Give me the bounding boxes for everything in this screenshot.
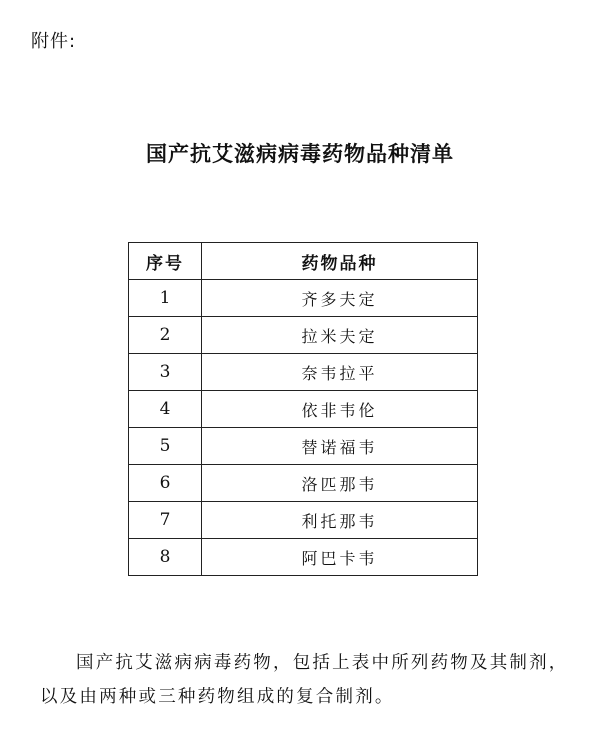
document-title: 国产抗艾滋病病毒药物品种清单 bbox=[146, 142, 454, 166]
table-header-row bbox=[129, 243, 478, 280]
table-row bbox=[129, 280, 478, 317]
header-drug-name: 药物品种 bbox=[202, 243, 478, 280]
table-row bbox=[129, 317, 478, 354]
table-row bbox=[129, 391, 478, 428]
row-drug-name: 奈韦拉平 bbox=[202, 354, 478, 391]
row-drug-name: 洛匹那韦 bbox=[202, 465, 478, 502]
row-index: 8 bbox=[129, 539, 202, 576]
row-drug-name: 阿巴卡韦 bbox=[202, 539, 478, 576]
footnote-paragraph: 国产抗艾滋病病毒药物，包括上表中所列药物及其制剂，以及由两种或三种药物组成的复合制剂。 bbox=[40, 653, 569, 707]
row-drug-name: 拉米夫定 bbox=[202, 317, 478, 354]
header-index: 序号 bbox=[129, 243, 202, 280]
table-row bbox=[129, 539, 478, 576]
row-drug-name: 利托那韦 bbox=[202, 502, 478, 539]
row-index: 6 bbox=[129, 465, 202, 502]
row-drug-name: 替诺福韦 bbox=[202, 428, 478, 465]
drug-list-table bbox=[128, 242, 478, 576]
row-index: 7 bbox=[129, 502, 202, 539]
row-drug-name: 依非韦伦 bbox=[202, 391, 478, 428]
table-row bbox=[129, 465, 478, 502]
row-drug-name: 齐多夫定 bbox=[202, 280, 478, 317]
row-index: 4 bbox=[129, 391, 202, 428]
row-index: 5 bbox=[129, 428, 202, 465]
row-index: 2 bbox=[129, 317, 202, 354]
row-index: 1 bbox=[129, 280, 202, 317]
table-row bbox=[129, 502, 478, 539]
attachment-label: 附件: bbox=[31, 31, 77, 52]
table-row bbox=[129, 354, 478, 391]
row-index: 3 bbox=[129, 354, 202, 391]
table-row bbox=[129, 428, 478, 465]
